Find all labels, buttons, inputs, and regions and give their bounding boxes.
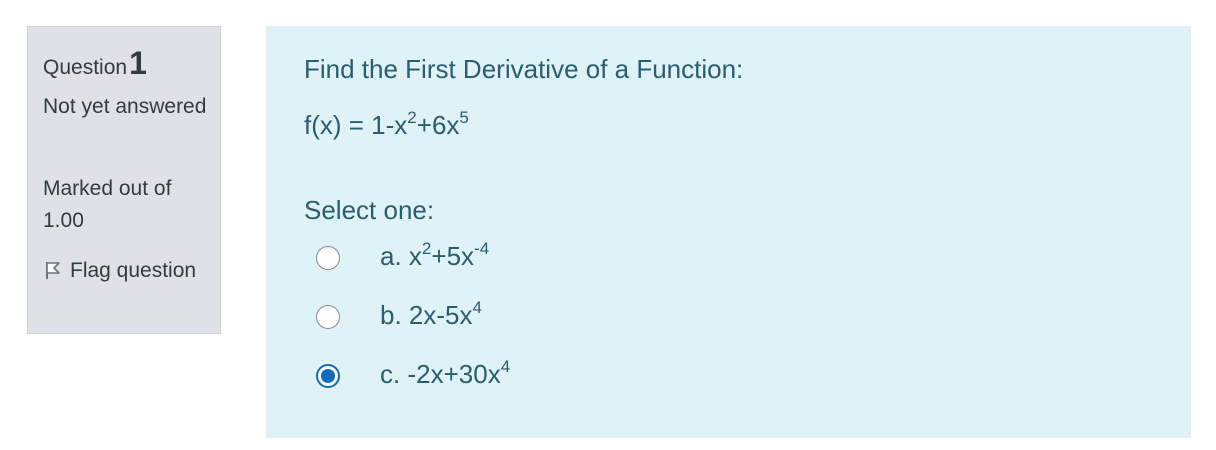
flag-icon <box>43 258 63 278</box>
answer-option-c[interactable] <box>304 358 904 398</box>
answer-b-radio[interactable] <box>316 305 340 329</box>
question-state: Not yet answered <box>43 95 207 118</box>
function-exponent-2: 5 <box>459 108 469 127</box>
answer-c-label[interactable] <box>380 359 510 390</box>
question-content <box>266 26 1191 438</box>
answer-a-radio[interactable] <box>316 246 340 270</box>
question-text: Find the First Derivative of a Function: <box>304 54 744 84</box>
answer-b-text: $2x-5x^4$ <box>408 298 482 330</box>
answer-a-text: $x^2+5x^{-4}$ <box>408 239 490 271</box>
answer-b-label[interactable] <box>380 300 482 331</box>
question-info-panel <box>27 26 221 334</box>
answer-option-b[interactable] <box>304 299 904 339</box>
flag-question-link[interactable] <box>43 255 213 287</box>
function-expression <box>304 110 469 141</box>
answer-b-letter: b. <box>380 300 402 330</box>
question-label: Question <box>43 56 128 79</box>
function-middle: +6x <box>416 110 460 140</box>
select-one-prompt: Select one: <box>304 195 435 225</box>
question-number <box>43 45 147 82</box>
answer-c-text: $-2x+30x^4$ <box>407 357 511 389</box>
flag-question-label: Flag question <box>70 259 197 282</box>
answer-a-label[interactable] <box>380 241 489 272</box>
question-number-value: 1 <box>129 45 147 81</box>
function-exponent-1: 2 <box>407 108 417 127</box>
answer-c-radio[interactable] <box>316 364 340 388</box>
function-prefix: f(x) = 1-x <box>304 110 408 140</box>
answer-option-a[interactable] <box>304 240 904 280</box>
answer-a-letter: a. <box>380 241 402 271</box>
question-grade: Marked out of 1.00 <box>43 177 172 232</box>
answer-c-letter: c. <box>380 359 401 389</box>
